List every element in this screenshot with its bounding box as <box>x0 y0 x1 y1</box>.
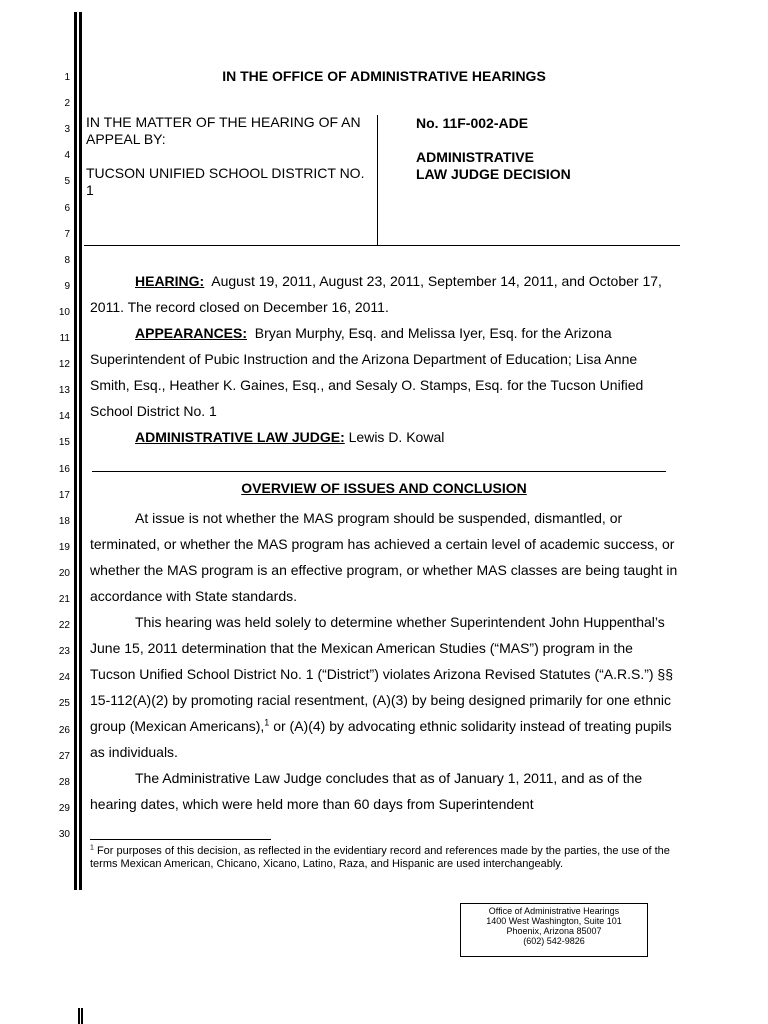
hearing-info <box>90 268 680 450</box>
section-heading: OVERVIEW OF ISSUES AND CONCLUSION <box>241 480 527 496</box>
line-number: 23 <box>58 646 70 658</box>
line-number: 28 <box>58 776 70 788</box>
left-margin-rule-inner <box>79 12 82 890</box>
line-number: 21 <box>58 594 70 605</box>
line-number: 16 <box>58 463 70 475</box>
line-number: 3 <box>64 124 70 136</box>
line-number: 25 <box>58 698 70 710</box>
line-number: 9 <box>64 280 70 292</box>
line-number: 14 <box>58 411 70 423</box>
hearing-label: HEARING: <box>135 273 205 289</box>
footnote-marker: 1 <box>90 844 94 852</box>
footnote-reference: 1 <box>264 717 270 728</box>
line-number: 27 <box>58 750 70 762</box>
margin-rule-stub-inner <box>81 1008 83 1024</box>
line-number: 10 <box>58 306 70 318</box>
appearances-paragraph <box>90 320 680 424</box>
office-address-box <box>460 903 648 957</box>
line-number: 19 <box>58 541 70 553</box>
line-numbers <box>48 0 70 1024</box>
page-title: IN THE OFFICE OF ADMINISTRATIVE HEARINGS <box>222 68 546 84</box>
margin-rule-stub-outer <box>78 1008 80 1024</box>
paragraph-purpose <box>90 609 680 765</box>
line-number: 5 <box>64 176 70 188</box>
line-number: 2 <box>64 98 70 110</box>
line-number: 12 <box>58 359 70 371</box>
judge-name: Lewis D. Kowal <box>348 429 445 445</box>
judge-paragraph <box>90 424 680 450</box>
line-number: 18 <box>58 515 70 527</box>
line-number: 29 <box>58 802 70 814</box>
line-number: 1 <box>64 72 70 83</box>
line-number: 20 <box>58 567 70 579</box>
address-line-1: Office of Administrative Hearings <box>488 906 620 916</box>
line-number: 4 <box>64 150 70 162</box>
decision-title-line1: ADMINISTRATIVE <box>416 149 534 165</box>
matter-text: IN THE MATTER OF THE HEARING OF AN APPEAL BY: <box>86 114 361 147</box>
hearing-paragraph <box>90 268 680 320</box>
paragraph-purpose-text-end: or (A)(4) by advocating ethnic solidarity instead of treating pupils as individuals. <box>90 718 672 760</box>
line-number: 15 <box>58 437 70 449</box>
footnote <box>90 845 680 871</box>
case-caption-right <box>416 115 676 183</box>
overview-body <box>90 505 680 817</box>
case-caption-left <box>86 114 371 199</box>
address-line-3: Phoenix, Arizona 85007 <box>506 926 602 936</box>
line-number: 17 <box>58 489 70 501</box>
caption-horizontal-divider <box>84 245 680 246</box>
hearing-dates: August 19, 2011, August 23, 2011, September 14, 2011, and October 17, 2011. The record closed on December 16, 2011. <box>90 273 662 315</box>
section-separator <box>92 471 666 473</box>
line-number: 8 <box>64 254 70 266</box>
line-number: 7 <box>64 228 70 240</box>
line-number: 26 <box>58 724 70 736</box>
address-line-4: (602) 542-9826 <box>523 936 585 946</box>
paragraph-conclusion: The Administrative Law Judge concludes that as of January 1, 2011, and as of the hearing dates, which were held more than 60 days from Superintendent <box>90 770 643 812</box>
caption-vertical-divider <box>377 115 378 246</box>
left-margin-rule-outer <box>74 12 77 890</box>
line-number: 30 <box>58 828 70 840</box>
case-number: No. 11F-002-ADE <box>416 115 529 131</box>
line-number: 6 <box>64 202 70 214</box>
appearances-label: APPEARANCES: <box>135 325 248 341</box>
line-number: 22 <box>58 620 70 632</box>
decision-title-line2: LAW JUDGE DECISION <box>416 166 571 182</box>
line-number: 11 <box>59 333 70 344</box>
decision-title <box>416 149 676 183</box>
address-line-2: 1400 West Washington, Suite 101 <box>486 916 622 926</box>
party-name: TUCSON UNIFIED SCHOOL DISTRICT NO. 1 <box>86 165 365 198</box>
footnote-rule <box>90 839 271 840</box>
line-number: 13 <box>58 385 70 397</box>
paragraph-issue: At issue is not whether the MAS program should be suspended, dismantled, or terminated, or whether the MAS program has achieved a certain level of academic success, or whether the MAS program is an effective program, or whether MAS classes are being taught in accordance with State standards. <box>90 510 678 604</box>
paragraph-purpose-text: This hearing was held solely to determine whether Superintendent John Huppenthal’s June 15, 2011 determination that the Mexican American Studies (“MAS”) program in the Tucson Unified School District No. 1 (“District”) violates Arizona Revised Statutes (“A.R.S.”) §§ 15-112(A)(2) by promoting racial resentment, (A)(3) by being designed primarily for one ethnic group (Mexican Americans), <box>90 614 674 734</box>
line-number: 24 <box>58 672 70 684</box>
footnote-text: For purposes of this decision, as reflected in the evidentiary record and references made by the parties, the use of the terms Mexican American, Chicano, Xicano, Latino, Raza, and Hispanic are used interchangeably. <box>90 845 670 870</box>
judge-label: ADMINISTRATIVE LAW JUDGE: <box>135 429 345 445</box>
appearances-text: Bryan Murphy, Esq. and Melissa Iyer, Esq. for the Arizona Superintendent of Pubic Instruction and the Arizona Department of Education; Lisa Anne Smith, Esq., Heather K. Gaines, Esq., and Sesaly O. Stamps, Esq. for the Tucson Unified School District No. 1 <box>90 325 644 419</box>
